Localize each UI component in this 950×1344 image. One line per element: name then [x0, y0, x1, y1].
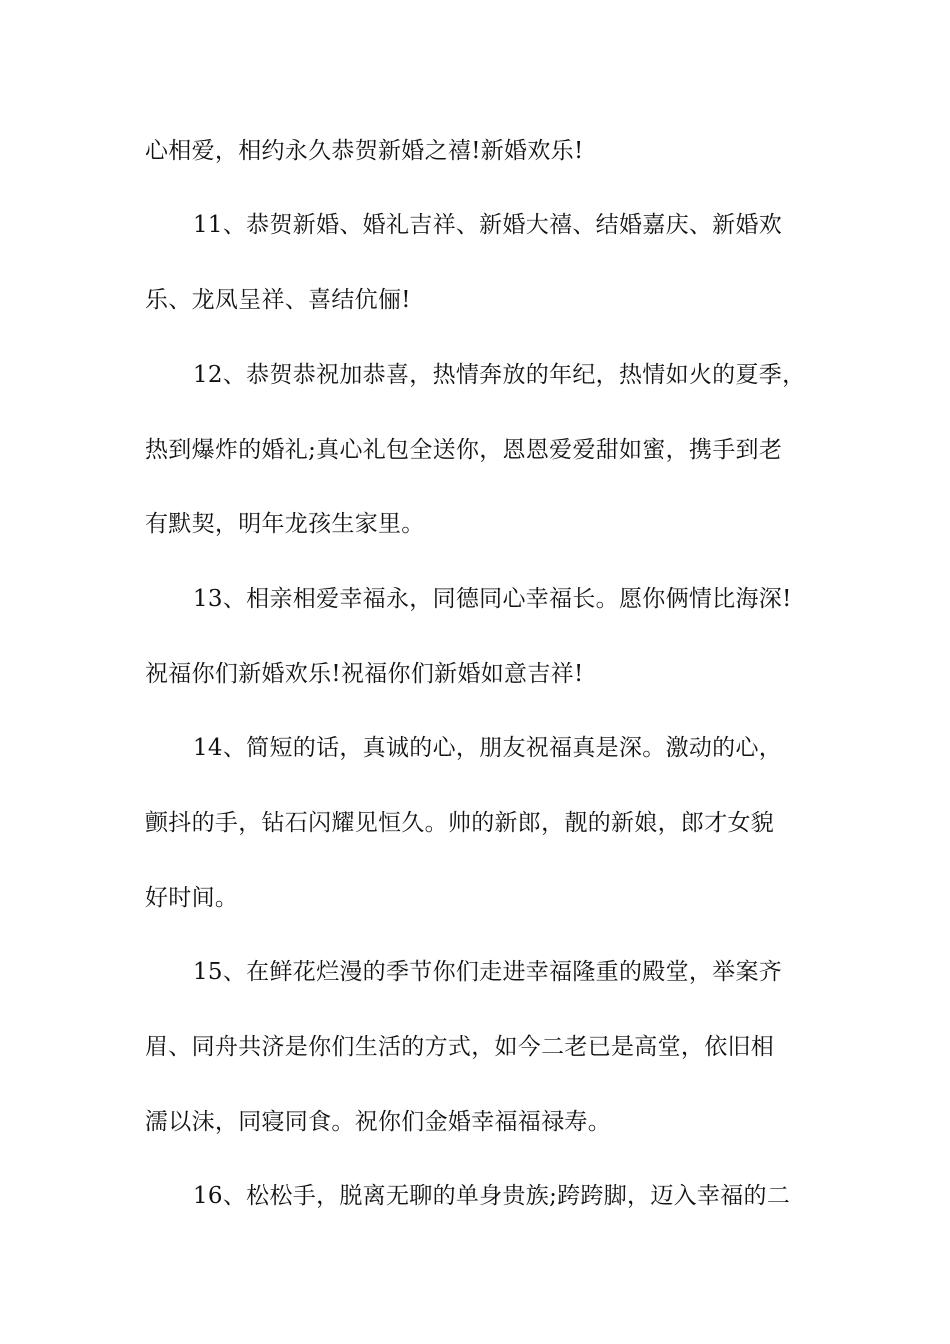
text-line: 心相爱，相约永久恭贺新婚之禧!新婚欢乐!	[145, 138, 584, 164]
text-line: 15、在鲜花烂漫的季节你们走进幸福隆重的殿堂，举案齐	[193, 959, 783, 985]
text-line: 有默契，明年龙孩生家里。	[145, 511, 425, 537]
text-line: 颤抖的手，钻石闪耀见恒久。帅的新郎，靓的新娘，郎才女貌	[145, 810, 775, 836]
text-line: 14、简短的话，真诚的心，朋友祝福真是深。激动的心，	[193, 735, 783, 761]
text-line: 祝福你们新婚欢乐!祝福你们新婚如意吉祥!	[145, 661, 584, 687]
text-line: 濡以沫，同寝同食。祝你们金婚幸福福禄寿。	[145, 1109, 611, 1135]
text-line: 13、相亲相爱幸福永，同德同心幸福长。愿你俩情比海深!	[193, 586, 792, 612]
text-line: 好时间。	[145, 885, 239, 911]
text-line: 热到爆炸的婚礼;真心礼包全送你，恩恩爱爱甜如蜜，携手到老	[145, 437, 783, 463]
text-line: 11、恭贺新婚、婚礼吉祥、新婚大禧、结婚嘉庆、新婚欢	[193, 212, 783, 238]
text-line: 眉、同舟共济是你们生活的方式，如今二老已是高堂，依旧相	[145, 1034, 775, 1060]
text-line: 16、松松手，脱离无聊的单身贵族;跨跨脚，迈入幸福的二	[193, 1183, 791, 1209]
text-line: 乐、龙凤呈祥、喜结伉俪!	[145, 287, 411, 313]
text-line: 12、恭贺恭祝加恭喜，热情奔放的年纪，热情如火的夏季，	[193, 362, 806, 388]
